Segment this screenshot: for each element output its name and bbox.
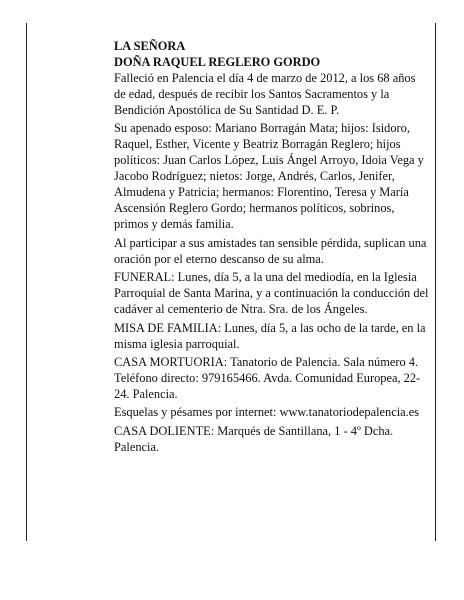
family-mass-paragraph: MISA DE FAMILIA: Lunes, día 5, a las ocho de la tarde, en la misma iglesia parroquial. xyxy=(114,320,426,351)
obituary-notice xyxy=(114,38,430,457)
death-announcement-paragraph: Falleció en Palencia el día 4 de marzo de 2012, a los 68 años de edad, después de recibir los Santos Sacramentos y la Bendición Apostólica de Su Santidad D. E. P. xyxy=(114,71,416,117)
notice-heading-title: LA SEÑORA xyxy=(114,39,186,53)
left-border-rule xyxy=(26,23,27,541)
prayer-request-paragraph: Al participar a sus amistades tan sensible pérdida, suplican una oración por el eterno descanso de su alma. xyxy=(114,235,427,266)
online-condolences-paragraph: Esquelas y pésames por internet: www.tanatoriodepalencia.es xyxy=(114,405,420,420)
funeral-home-paragraph: CASA MORTUORIA: Tanatorio de Palencia. Sala número 4. Teléfono directo: 979165466. Avda. Comunidad Europea, 22-24. Palencia. xyxy=(114,354,421,401)
funeral-paragraph: FUNERAL: Lunes, día 5, a la una del mediodía, en la Iglesia Parroquial de Santa Marina, y a continuación la conducción del cadáver al cementerio de Ntra. Sra. de los Ángeles. xyxy=(114,270,429,317)
family-paragraph: Su apenado esposo: Mariano Borragán Mata; hijos: Isidoro, Raquel, Esther, Vicente y Beatriz Borragán Reglero; hijos políticos: Juan Carlos López, Luis Ángel Arroyo, Idoia Vega y Jacobo Rodríguez; nietos: Jorge, Andrés, Carlos, Jenifer, Almudena y Patricia; hermanos: Florentino, Teresa y María Ascensión Reglero Gordo; hermanos políticos, sobrinos, primos y demás familia. xyxy=(114,121,424,232)
right-border-rule xyxy=(435,23,436,541)
family-home-paragraph: CASA DOLIENTE: Marqués de Santillana, 1 - 4º Dcha. Palencia. xyxy=(114,423,394,454)
notice-heading-name: DOÑA RAQUEL REGLERO GORDO xyxy=(114,55,321,69)
